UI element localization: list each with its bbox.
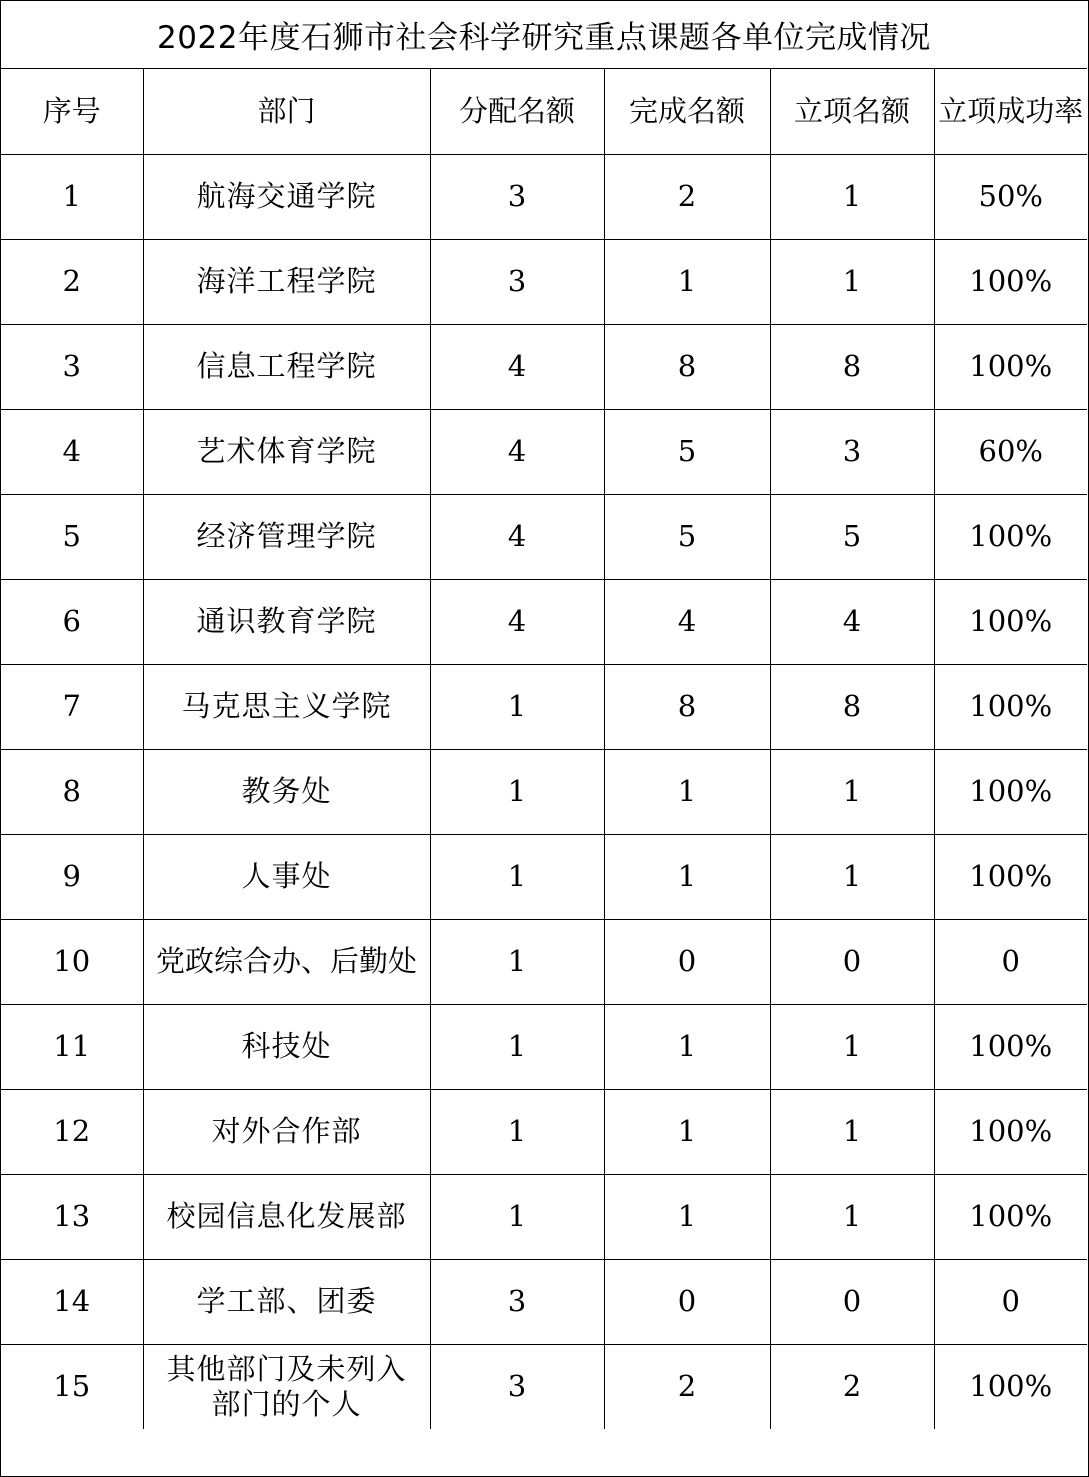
cell-index: 5: [1, 494, 143, 579]
cell-rate: 100%: [934, 749, 1087, 834]
cell-completed: 2: [604, 1344, 770, 1429]
cell-approved: 0: [770, 1259, 934, 1344]
cell-index: 15: [1, 1344, 143, 1429]
header-approved: 立项名额: [770, 69, 934, 154]
cell-rate: 100%: [934, 239, 1087, 324]
cell-completed: 8: [604, 664, 770, 749]
cell-index: 2: [1, 239, 143, 324]
cell-rate: 0: [934, 919, 1087, 1004]
completion-table: [1, 69, 1087, 1429]
cell-department: 信息工程学院: [143, 324, 430, 409]
cell-allocated: 3: [430, 1344, 604, 1429]
cell-approved: 8: [770, 664, 934, 749]
cell-department: 通识教育学院: [143, 579, 430, 664]
cell-completed: 0: [604, 1259, 770, 1344]
cell-completed: 1: [604, 239, 770, 324]
cell-approved: 8: [770, 324, 934, 409]
cell-completed: 4: [604, 579, 770, 664]
cell-approved: 3: [770, 409, 934, 494]
cell-rate: 100%: [934, 1344, 1087, 1429]
cell-rate: 100%: [934, 494, 1087, 579]
cell-completed: 1: [604, 1089, 770, 1174]
table-row: [1, 409, 1087, 494]
cell-rate: 60%: [934, 409, 1087, 494]
cell-department: 教务处: [143, 749, 430, 834]
cell-department: 经济管理学院: [143, 494, 430, 579]
cell-approved: 1: [770, 1089, 934, 1174]
cell-allocated: 3: [430, 154, 604, 239]
cell-rate: 100%: [934, 1004, 1087, 1089]
cell-allocated: 1: [430, 664, 604, 749]
cell-allocated: 1: [430, 1004, 604, 1089]
cell-approved: 1: [770, 834, 934, 919]
table-row: [1, 239, 1087, 324]
cell-department: 科技处: [143, 1004, 430, 1089]
cell-rate: 100%: [934, 324, 1087, 409]
cell-completed: 2: [604, 154, 770, 239]
cell-allocated: 3: [430, 1259, 604, 1344]
table-row: [1, 664, 1087, 749]
table-row: [1, 324, 1087, 409]
cell-index: 3: [1, 324, 143, 409]
cell-rate: 100%: [934, 834, 1087, 919]
table-row: [1, 1089, 1087, 1174]
cell-department: 学工部、团委: [143, 1259, 430, 1344]
cell-department: 海洋工程学院: [143, 239, 430, 324]
header-rate: 立项成功率: [934, 69, 1087, 154]
cell-index: 7: [1, 664, 143, 749]
header-allocated: 分配名额: [430, 69, 604, 154]
table-row: [1, 834, 1087, 919]
cell-approved: 4: [770, 579, 934, 664]
table-row: [1, 919, 1087, 1004]
cell-rate: 100%: [934, 1174, 1087, 1259]
table-row: [1, 1259, 1087, 1344]
cell-department: 校园信息化发展部: [143, 1174, 430, 1259]
cell-department: 其他部门及未列入部门的个人: [143, 1344, 430, 1429]
cell-department: 人事处: [143, 834, 430, 919]
cell-rate: 100%: [934, 664, 1087, 749]
header-completed: 完成名额: [604, 69, 770, 154]
cell-department: 艺术体育学院: [143, 409, 430, 494]
cell-approved: 1: [770, 1174, 934, 1259]
cell-approved: 1: [770, 154, 934, 239]
cell-rate: 0: [934, 1259, 1087, 1344]
cell-allocated: 4: [430, 409, 604, 494]
cell-allocated: 1: [430, 1089, 604, 1174]
cell-approved: 0: [770, 919, 934, 1004]
header-department: 部门: [143, 69, 430, 154]
cell-approved: 1: [770, 239, 934, 324]
cell-allocated: 4: [430, 579, 604, 664]
cell-completed: 1: [604, 834, 770, 919]
header-index: 序号: [1, 69, 143, 154]
cell-department: 航海交通学院: [143, 154, 430, 239]
cell-allocated: 3: [430, 239, 604, 324]
cell-allocated: 1: [430, 1174, 604, 1259]
cell-allocated: 1: [430, 834, 604, 919]
cell-completed: 5: [604, 409, 770, 494]
cell-approved: 1: [770, 1004, 934, 1089]
cell-approved: 1: [770, 749, 934, 834]
cell-index: 6: [1, 579, 143, 664]
cell-approved: 2: [770, 1344, 934, 1429]
table-row: [1, 494, 1087, 579]
cell-index: 9: [1, 834, 143, 919]
cell-index: 11: [1, 1004, 143, 1089]
cell-rate: 100%: [934, 579, 1087, 664]
cell-department: 对外合作部: [143, 1089, 430, 1174]
table-title: 2022年度石狮市社会科学研究重点课题各单位完成情况: [1, 1, 1087, 69]
cell-completed: 1: [604, 1004, 770, 1089]
cell-allocated: 1: [430, 749, 604, 834]
cell-allocated: 4: [430, 324, 604, 409]
cell-completed: 1: [604, 749, 770, 834]
cell-completed: 5: [604, 494, 770, 579]
table-row: [1, 1174, 1087, 1259]
cell-department: 马克思主义学院: [143, 664, 430, 749]
cell-rate: 100%: [934, 1089, 1087, 1174]
cell-index: 14: [1, 1259, 143, 1344]
cell-index: 4: [1, 409, 143, 494]
cell-completed: 1: [604, 1174, 770, 1259]
cell-index: 1: [1, 154, 143, 239]
cell-approved: 5: [770, 494, 934, 579]
cell-allocated: 1: [430, 919, 604, 1004]
cell-rate: 50%: [934, 154, 1087, 239]
table-row: [1, 579, 1087, 664]
table-row: [1, 1004, 1087, 1089]
table-row: [1, 154, 1087, 239]
cell-index: 10: [1, 919, 143, 1004]
cell-index: 8: [1, 749, 143, 834]
cell-department: 党政综合办、后勤处: [143, 919, 430, 1004]
cell-index: 12: [1, 1089, 143, 1174]
cell-completed: 0: [604, 919, 770, 1004]
table-row: [1, 749, 1087, 834]
table-body: [1, 154, 1087, 1429]
table-row: [1, 1344, 1087, 1429]
cell-index: 13: [1, 1174, 143, 1259]
cell-completed: 8: [604, 324, 770, 409]
header-row: [1, 69, 1087, 154]
cell-allocated: 4: [430, 494, 604, 579]
